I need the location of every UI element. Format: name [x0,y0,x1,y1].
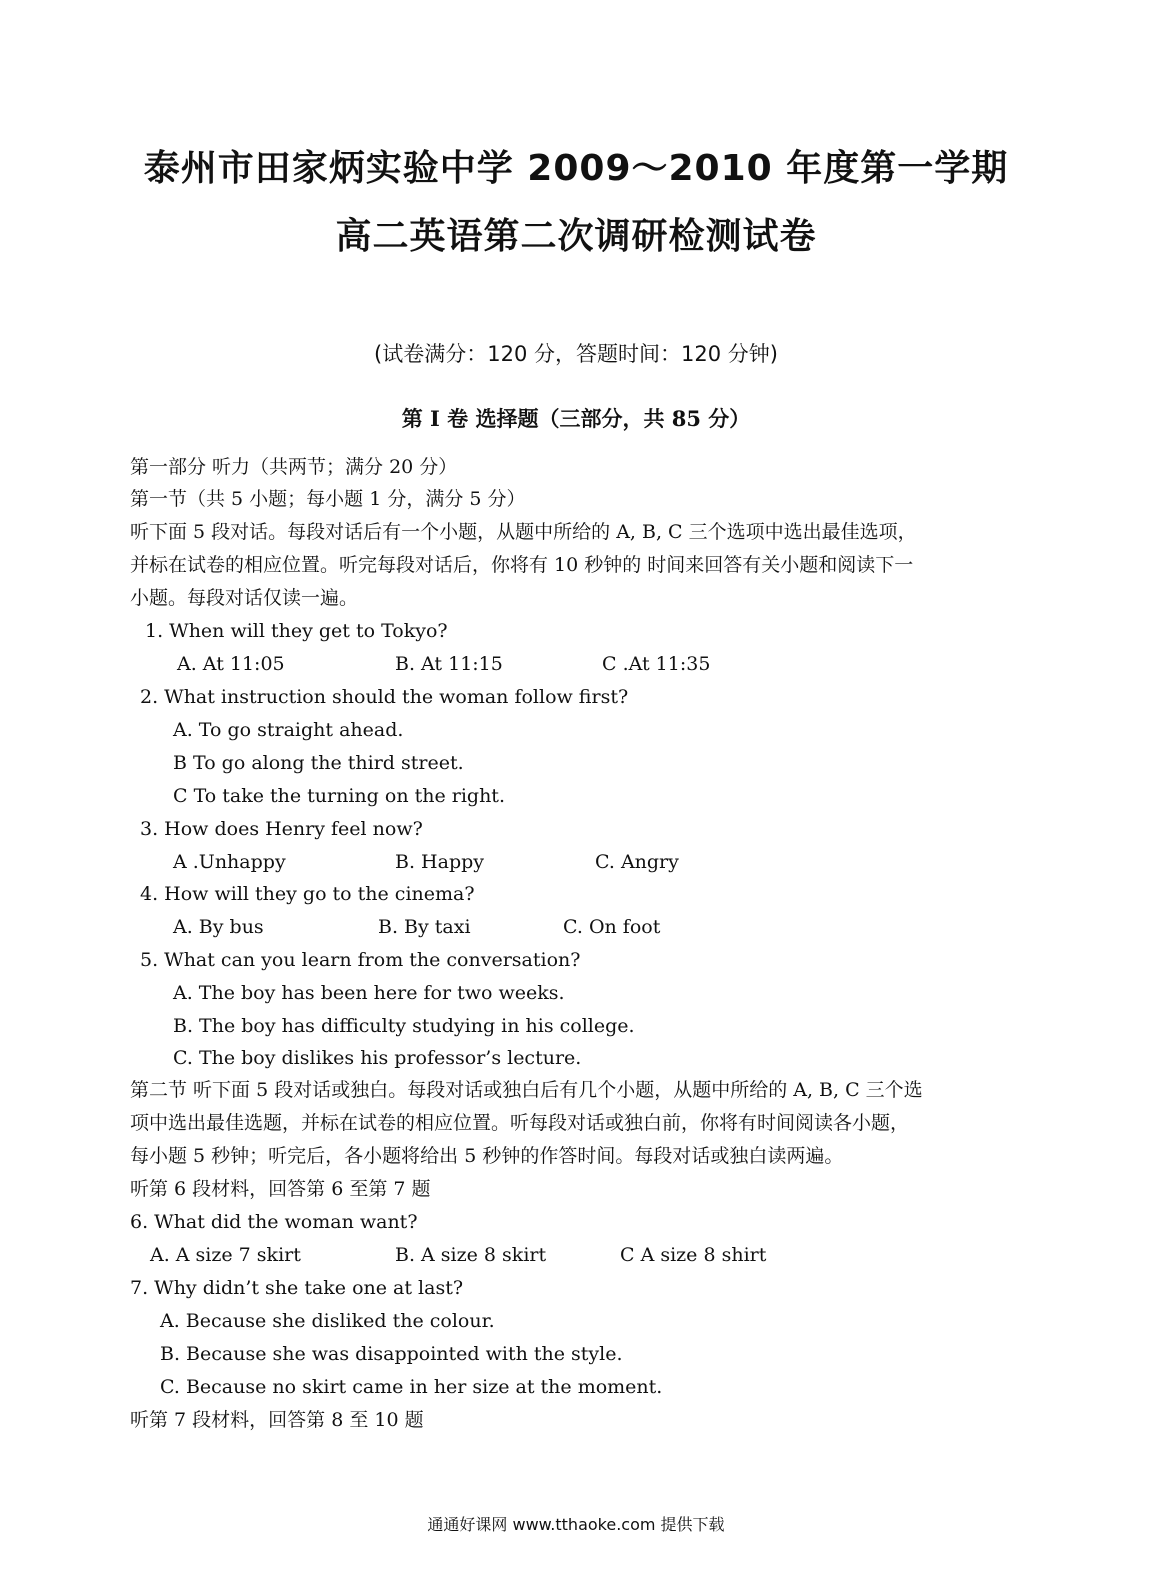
question-4-stem: 4. How will they go to the cinema? [140,883,475,905]
question-7-stem: 7. Why didn’t she take one at last? [130,1277,464,1299]
question-7-option-c: C. Because no skirt came in her size at the moment. [160,1376,663,1398]
question-3-option-c: C. Angry [595,851,679,873]
section1-heading: 第一节（共 5 小题；每小题 1 分，满分 5 分） [130,488,526,510]
question-1-option-b: B. At 11:15 [395,653,503,675]
section2-instruction-line: 项中选出最佳选题，并标在试卷的相应位置。听每段对话或独白前，你将有时间阅读各小题， [130,1112,910,1134]
question-7-option-a: A. Because she disliked the colour. [160,1310,495,1332]
question-1-option-c: C .At 11:35 [602,653,711,675]
material-7-heading: 听第 7 段材料，回答第 8 至 10 题 [130,1409,424,1431]
section2-instruction-line: 第二节 听下面 5 段对话或独白。每段对话或独白后有几个小题，从题中所给的 A, B, C 三个选 [130,1079,923,1101]
question-7-option-b: B. Because she was disappointed with the style. [160,1343,623,1365]
question-5-stem: 5. What can you learn from the conversation? [140,949,581,971]
material-6-heading: 听第 6 段材料，回答第 6 至第 7 题 [130,1178,431,1200]
question-6-option-b: B. A size 8 skirt [395,1244,547,1266]
question-4-option-b: B. By taxi [378,916,471,938]
section2-instruction-line: 每小题 5 秒钟；听完后，各小题将给出 5 秒钟的作答时间。每段对话或独白读两遍。 [130,1145,844,1167]
part1-heading: 第一部分 听力（共两节；满分 20 分） [130,456,458,478]
question-3-stem: 3. How does Henry feel now? [140,818,423,840]
question-4-option-a: A. By bus [173,916,264,938]
question-1-stem: 1. When will they get to Tokyo? [145,620,448,642]
question-2-stem: 2. What instruction should the woman follow first? [140,686,629,708]
page-footer: 通通好课网 www.tthaoke.com 提供下载 [427,1515,725,1534]
question-2-option-c: C To take the turning on the right. [173,785,505,807]
question-6-stem: 6. What did the woman want? [130,1211,418,1233]
question-3-option-b: B. Happy [395,851,484,873]
question-2-option-a: A. To go straight ahead. [173,719,404,741]
question-2-option-b: B To go along the third street. [173,752,464,774]
question-5-option-a: A. The boy has been here for two weeks. [173,982,565,1004]
exam-meta: (试卷满分：120 分，答题时间：120 分钟) [374,342,778,366]
question-6-option-c: C A size 8 shirt [620,1244,767,1266]
exam-title-line1: 泰州市田家炳实验中学 2009～2010 年度第一学期 [143,148,1009,189]
question-1-option-a: A. At 11:05 [177,653,285,675]
section1-instruction-line: 听下面 5 段对话。每段对话后有一个小题，从题中所给的 A, B, C 三个选项中选出最佳选项， [130,521,917,543]
exam-title-line2: 高二英语第二次调研检测试卷 [335,216,817,257]
question-3-option-a: A .Unhappy [173,851,286,873]
section1-instruction-line: 小题。每段对话仅读一遍。 [130,587,359,609]
question-5-option-c: C. The boy dislikes his professor’s lecture. [173,1047,582,1069]
question-5-option-b: B. The boy has difficulty studying in his college. [173,1015,635,1037]
section1-instruction-line: 并标在试卷的相应位置。听完每段对话后，你将有 10 秒钟的 时间来回答有关小题和阅读下一 [130,554,914,576]
question-6-option-a: A. A size 7 skirt [150,1244,301,1266]
volume-heading: 第 I 卷 选择题（三部分，共 85 分） [401,406,751,431]
question-4-option-c: C. On foot [563,916,661,938]
